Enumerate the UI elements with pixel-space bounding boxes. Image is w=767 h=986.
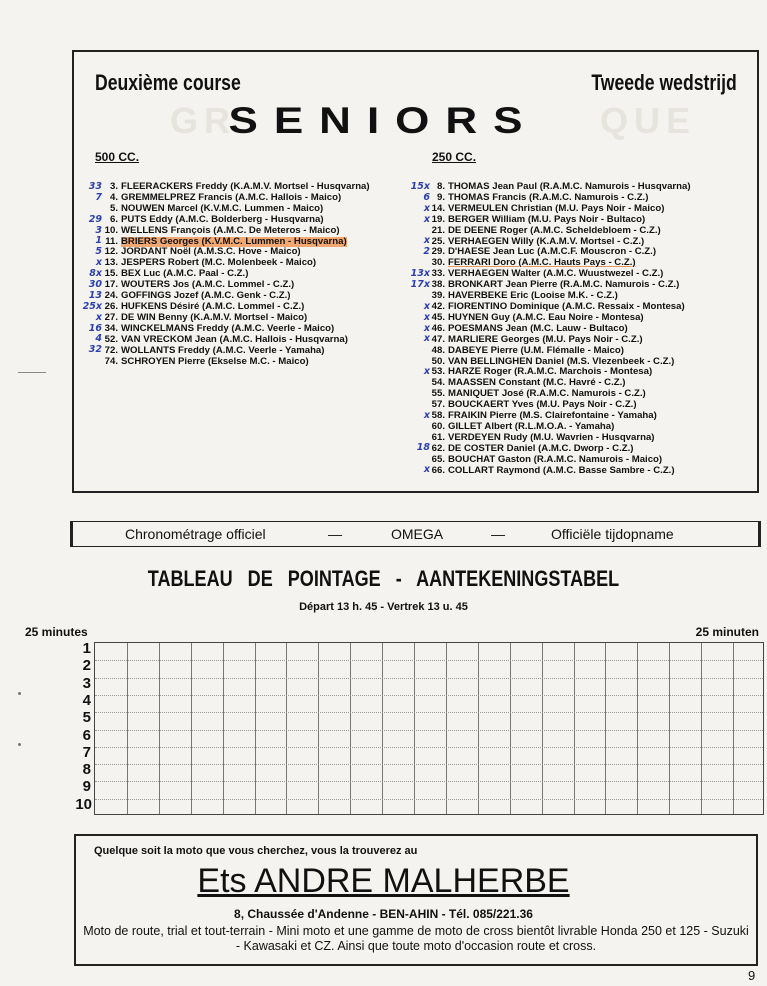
rider-number: 57. [431, 399, 445, 411]
rider-entry [429, 466, 759, 477]
grid-row-line [95, 678, 763, 679]
rider-number: 29. [431, 246, 445, 258]
rider-details: MAASSEN Constant (M.C. Havré - C.Z.) [448, 377, 626, 389]
handwritten-mark: x [423, 300, 430, 312]
handwritten-mark: 1 [95, 235, 102, 247]
rider-details: COLLART Raymond (A.M.C. Basse Sambre - C.Z.) [448, 464, 675, 476]
grid-row-line [95, 660, 763, 661]
dash-separator: — [491, 526, 505, 542]
handwritten-mark: 5 [95, 246, 102, 258]
handwritten-mark: x [423, 333, 430, 345]
page-number: 9 [748, 968, 756, 983]
handwritten-mark: 33 [88, 181, 102, 192]
rider-number: 25. [431, 235, 445, 247]
grid-column-line [382, 643, 383, 814]
timing-brand: OMEGA [391, 526, 444, 542]
grid-column-line [191, 643, 192, 814]
rider-details: DE DEENE Roger (A.M.C. Scheldebloem - C.Z.) [448, 224, 661, 236]
rider-details: DE WIN Benny (K.A.M.V. Mortsel - Maico) [121, 311, 308, 323]
margin-mark [18, 692, 21, 695]
grid-column-line [542, 643, 543, 814]
lap-row-number: 1 [82, 640, 91, 657]
grid-column-line [733, 643, 734, 814]
lap-row-number: 3 [82, 674, 91, 692]
grid-row-line [95, 781, 763, 782]
grid-column-line [350, 643, 351, 814]
rider-details: DE COSTER Daniel (A.M.C. Dworp - C.Z.) [448, 442, 634, 454]
duration-label-nl: 25 minuten [695, 625, 759, 639]
rider-number: 27. [104, 311, 118, 323]
rider-details: VAN BELLINGHEN Daniel (M.S. Vlezenbeek - C.Z.) [448, 355, 675, 367]
race-title-fr: Deuxième course [95, 70, 241, 95]
lap-row-number: 10 [75, 795, 92, 813]
timing-label-fr: Chronométrage officiel [125, 526, 266, 542]
lap-row-number: 2 [82, 657, 91, 675]
rider-number: 46. [431, 322, 445, 334]
rider-number: 48. [431, 344, 445, 356]
grid-column-line [286, 643, 287, 814]
rider-number: 72. [104, 344, 118, 356]
rider-number: 47. [431, 333, 445, 345]
handwritten-mark [82, 356, 102, 367]
rider-number: 60. [431, 420, 445, 432]
category-title: SENIORS [228, 99, 539, 142]
handwritten-mark: x [423, 366, 430, 378]
handwritten-mark [406, 345, 430, 356]
rider-details: POESMANS Jean (M.C. Lauw - Bultaco) [448, 322, 628, 334]
handwritten-mark [406, 378, 430, 389]
pen-marks-250 [406, 182, 430, 476]
lap-row-number: 4 [82, 691, 91, 709]
handwritten-mark: x [423, 322, 430, 334]
handwritten-mark: x [423, 202, 430, 214]
handwritten-mark: 16 [88, 322, 102, 334]
rider-details: SCHROYEN Pierre (Ekselse M.C. - Maico) [121, 355, 309, 367]
rider-details: WELLENS François (A.M.C. De Meteros - Maico) [121, 224, 340, 236]
rider-details: D'HAESE Jean Luc (A.M.C.F. Mouscron - C.Z.) [448, 246, 657, 258]
handwritten-mark: 6 [423, 191, 430, 203]
rider-number: 58. [431, 410, 445, 422]
handwritten-mark: 4 [95, 333, 102, 345]
rider-number: 65. [431, 453, 445, 465]
rider-number: 12. [104, 246, 118, 258]
rider-number: 50. [431, 355, 445, 367]
rider-entry [429, 335, 759, 346]
class-250-heading: 250 CC. [432, 150, 477, 164]
grid-row-line [95, 712, 763, 713]
rider-number: 4. [109, 191, 118, 203]
rider-details: DABEYE Pierre (U.M. Flémalle - Maico) [448, 344, 624, 356]
rider-details: FRAIKIN Pierre (M.S. Clairefontaine - Yamaha) [448, 410, 657, 422]
pen-marks-500 [82, 182, 102, 367]
start-time: Départ 13 h. 45 - Vertrek 13 u. 45 [299, 601, 468, 613]
ad-dealer-name: Ets ANDRE MALHERBE [197, 862, 570, 900]
rider-number: 19. [431, 213, 445, 225]
handwritten-mark: x [95, 257, 102, 269]
grid-column-line [701, 643, 702, 814]
rider-number: 14. [431, 202, 445, 214]
grid-column-line [255, 643, 256, 814]
rider-number: 5. [109, 202, 118, 214]
rider-details: THOMAS Jean Paul (R.A.M.C. Namurois - Husqvarna) [448, 181, 691, 192]
rider-number: 39. [431, 290, 445, 302]
rider-details: HUFKENS Désiré (A.M.C. Lommel - C.Z.) [121, 300, 305, 312]
ad-address: 8, Chaussée d'Andenne - BEN-AHIN - Tél. 085/221.36 [234, 907, 533, 921]
handwritten-mark: 17x [410, 279, 430, 291]
handwritten-mark: 13 [88, 289, 102, 301]
rider-number: 6. [109, 213, 118, 225]
duration-label-fr: 25 minutes [25, 625, 88, 639]
rider-details: BOUCHAT Gaston (R.A.M.C. Namurois - Maico) [448, 453, 663, 465]
grid-column-line [637, 643, 638, 814]
grid-row-line [95, 764, 763, 765]
rider-details: HAVERBEKE Eric (Looise M.K. - C.Z.) [448, 290, 618, 302]
grid-column-line [478, 643, 479, 814]
handwritten-mark: 29 [88, 213, 102, 225]
rider-number: 42. [431, 300, 445, 312]
grid-row-line [95, 695, 763, 696]
rider-number: 13. [104, 257, 118, 269]
race-title-nl: Tweede wedstrijd [591, 70, 737, 95]
handwritten-mark: 2 [423, 246, 430, 258]
rider-number: 21. [431, 224, 445, 236]
rider-details: BEX Luc (A.M.C. Paal - C.Z.) [121, 268, 249, 280]
rider-entry [102, 335, 442, 346]
grid-column-line [605, 643, 606, 814]
rider-number: 15. [104, 268, 118, 280]
rider-number: 30. [431, 257, 445, 269]
rider-entry [429, 226, 759, 237]
rider-number: 26. [104, 300, 118, 312]
grid-column-line [127, 643, 128, 814]
rider-entry [102, 346, 442, 357]
rider-details: BRONKART Jean Pierre (R.A.M.C. Namurois - C.Z.) [448, 279, 680, 291]
grid-column-line [414, 643, 415, 814]
rider-number: 52. [104, 333, 118, 345]
rider-details: VERHAEGEN Willy (K.A.M.V. Mortsel - C.Z.) [448, 235, 645, 247]
handwritten-mark: x [95, 311, 102, 323]
grid-column-line [223, 643, 224, 814]
rider-number: 55. [431, 388, 445, 400]
grid-column-line [159, 643, 160, 814]
rider-number: 17. [104, 279, 118, 291]
handwritten-mark: 18 [416, 442, 430, 454]
rider-details: PUTS Eddy (A.M.C. Bolderberg - Husqvarna) [121, 213, 324, 225]
rider-details: HUYNEN Guy (A.M.C. Eau Noire - Montesa) [448, 311, 644, 323]
ad-intro: Quelque soit la moto que vous cherchez, vous la trouverez au [94, 845, 418, 857]
handwritten-mark: 3 [95, 224, 102, 236]
rider-details: BRIERS Georges (K.V.M.C. Lummen - Husqvarna) [121, 235, 347, 247]
rider-details: GREMMELPREZ Francis (A.M.C. Hallois - Maico) [121, 191, 342, 203]
rider-number: 66. [431, 464, 445, 476]
grid-column-line [446, 643, 447, 814]
rider-list-500 [102, 182, 442, 367]
rider-entry [429, 215, 759, 226]
handwritten-mark [406, 422, 430, 433]
handwritten-mark: 25x [82, 300, 102, 312]
rider-number: 3. [109, 181, 118, 192]
rider-details: FERRARI Doro (A.M.C. Hauts Pays - C.Z.) [448, 257, 636, 269]
lap-row-number: 7 [82, 743, 91, 761]
rider-entry [102, 226, 442, 237]
rider-details: VERMEULEN Christian (M.U. Pays Noir - Maico) [448, 202, 665, 214]
rider-details: MARLIERE Georges (M.U. Pays Noir - C.Z.) [448, 333, 643, 345]
rider-entry [102, 215, 442, 226]
rider-details: WOUTERS Jos (A.M.C. Lommel - C.Z.) [121, 279, 295, 291]
rider-details: VERDEYEN Rudy (M.U. Wavrien - Husqvarna) [448, 431, 655, 443]
lap-row-number: 5 [82, 709, 91, 727]
handwritten-mark: 8x [89, 268, 102, 280]
rider-details: VERHAEGEN Walter (A.M.C. Wuustwezel - C.Z.) [448, 268, 664, 280]
ad-description: Moto de route, trial et tout-terrain - Mini moto et une gamme de moto de cross bientôt livrable Honda 250 et 125 - Suzuki - Kawasaki et CZ. Ainsi que toute moto d'occasion route et cross. [83, 924, 749, 953]
rider-number: 8. [436, 181, 445, 192]
rider-number: 33. [431, 268, 445, 280]
rider-details: HARZE Roger (R.A.M.C. Marchois - Montesa) [448, 366, 653, 378]
rider-details: FIORENTINO Dominique (A.M.C. Ressaix - Montesa) [448, 300, 685, 312]
rider-details: WOLLANTS Freddy (A.M.C. Veerle - Yamaha) [121, 344, 325, 356]
handwritten-mark: 32 [88, 344, 102, 356]
handwritten-mark: x [423, 409, 430, 421]
rider-list-250 [429, 182, 759, 476]
rider-number: 34. [104, 322, 118, 334]
dash-separator: — [328, 526, 342, 542]
rider-entry [429, 346, 759, 357]
handwritten-mark: x [423, 235, 430, 247]
bleed-through-text: GR [170, 100, 236, 141]
rider-number: 9. [436, 191, 445, 203]
rider-number: 45. [431, 311, 445, 323]
lap-scoring-grid [94, 642, 764, 815]
bleed-through-text: QUE [600, 100, 697, 141]
grid-column-line [669, 643, 670, 814]
rider-details: NOUWEN Marcel (K.V.M.C. Lummen - Maico) [121, 202, 324, 214]
rider-details: FLEERACKERS Freddy (K.A.M.V. Mortsel - Husqvarna) [121, 181, 370, 192]
rider-number: 11. [105, 235, 118, 247]
handwritten-mark: x [423, 213, 430, 225]
timing-label-nl: Officiële tijdopname [551, 526, 674, 542]
rider-number: 53. [431, 366, 445, 378]
grid-row-line [95, 747, 763, 748]
grid-row-line [95, 799, 763, 800]
rider-number: 10. [104, 224, 118, 236]
lap-row-number: 9 [82, 778, 91, 796]
rider-details: MANIQUET José (R.A.M.C. Namurois - C.Z.) [448, 388, 646, 400]
grid-column-line [574, 643, 575, 814]
class-500-heading: 500 CC. [95, 150, 140, 164]
grid-column-line [318, 643, 319, 814]
rider-details: BERGER William (M.U. Pays Noir - Bultaco) [448, 213, 646, 225]
handwritten-mark: 30 [88, 279, 102, 291]
rider-number: 61. [431, 431, 445, 443]
rider-details: GILLET Albert (R.L.M.O.A. - Yamaha) [448, 420, 615, 432]
rider-number: 38. [431, 279, 445, 291]
rider-details: THOMAS Francis (R.A.M.C. Namurois - C.Z.) [448, 191, 649, 203]
rider-entry [429, 455, 759, 466]
timing-banner [70, 521, 761, 547]
margin-mark [18, 743, 21, 746]
lap-row-number: 8 [82, 761, 91, 779]
grid-column-line [510, 643, 511, 814]
rider-number: 24. [104, 290, 118, 302]
score-table-title: TABLEAU DE POINTAGE - AANTEKENINGSTABEL [147, 566, 620, 591]
handwritten-mark: x [423, 311, 430, 323]
rider-details: WINCKELMANS Freddy (A.M.C. Veerle - Maico) [121, 322, 335, 334]
handwritten-mark [406, 389, 430, 400]
rider-details: JESPERS Robert (M.C. Molenbeek - Maico) [121, 257, 317, 269]
handwritten-mark: 7 [95, 191, 102, 203]
handwritten-mark: 15x [410, 181, 430, 192]
rider-number: 74. [104, 355, 118, 367]
lap-row-number: 6 [82, 726, 91, 744]
rider-details: GOFFINGS Jozef (A.M.C. Genk - C.Z.) [121, 290, 291, 302]
handwritten-mark: x [423, 464, 430, 476]
rider-number: 62. [431, 442, 445, 454]
rider-details: BOUCKAERT Yves (M.U. Pays Noir - C.Z.) [448, 399, 637, 411]
rider-details: VAN VRECKOM Jean (A.M.C. Hallois - Husqvarna) [121, 333, 348, 345]
grid-row-line [95, 730, 763, 731]
rider-number: 54. [431, 377, 445, 389]
handwritten-mark: 13x [410, 268, 430, 280]
margin-pencil-stroke [18, 372, 46, 373]
rider-details: JORDANT Noël (A.M.S.C. Hove - Maico) [121, 246, 301, 258]
rider-entry [102, 357, 442, 368]
